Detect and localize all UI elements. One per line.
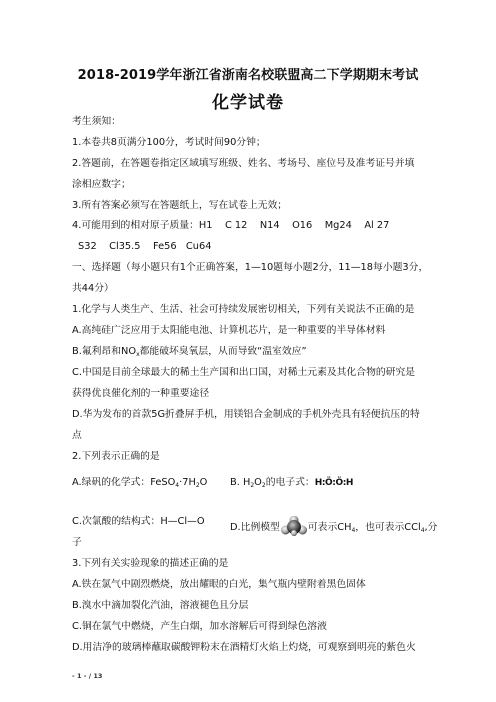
q1-option-a: A.高纯硅广泛应用于太阳能电池、计算机芯片，是一种重要的半导体材料 xyxy=(72,325,386,336)
document-subtitle: 化学试卷 xyxy=(212,93,284,113)
q1-option-c: C.中国是目前全球最大的稀土生产国和出口国，对稀土元素及其化合物的研究是 xyxy=(72,367,416,378)
q1-option-d-cont: 点 xyxy=(72,430,82,441)
notice-item-2: 2.答题前，在答题卷指定区域填写班级、姓名、考场号、座位号及准考证号并填 xyxy=(72,158,415,169)
space-filling-model-icon xyxy=(281,516,307,536)
q2-option-b: B. $H_2O_2$的电子式：H:Ö:Ö:H xyxy=(230,477,354,489)
notice-item-3: 3.所有答案必须写在答题纸上，写在试卷上无效； xyxy=(72,200,288,211)
notice-heading: 考生须知： xyxy=(72,116,121,127)
q3-stem: 3.下列有关实验现象的描述正确的是 xyxy=(72,558,229,569)
document-title: 2018-2019学年浙江省浙南名校联盟高二下学期期末考试 xyxy=(77,68,419,83)
section-heading-cont: 共44分） xyxy=(72,283,114,294)
q2-option-c: C.次氯酸的结构式：H—Cl—O xyxy=(72,516,205,527)
notice-item-1: 1.本卷共8页满分100分，考试时间90分钟； xyxy=(72,137,266,148)
q2-option-d-cont: 子 xyxy=(72,537,82,548)
q1-option-c-cont: 获得优良催化剂的一种重要途径 xyxy=(72,388,210,399)
page-number: - 1 - / 13 xyxy=(72,672,103,680)
q3-option-b: B.溴水中滴加裂化汽油，溶液褪色且分层 xyxy=(72,600,249,611)
q1-option-d: D.华为发布的首款5G折叠屏手机，用镁铝合金制成的手机外壳具有轻便抗压的特 xyxy=(72,409,420,420)
q3-option-d: D.用洁净的玻璃棒蘸取碳酸钾粉末在酒精灯火焰上灼烧，可观察到明亮的紫色火 xyxy=(72,642,416,653)
q1-stem: 1.化学与人类生产、生活、社会可持续发展密切相关，下列有关说法不正确的是 xyxy=(72,304,415,315)
q2-option-a: A.绿矾的化学式：$FeSO_4\cdot 7H_2O$ xyxy=(72,477,208,489)
notice-item-2-cont: 涂相应数字； xyxy=(72,179,131,190)
q1-option-b: B.氟利昂和$NO_x$都能破坏臭氧层，从而导致“温室效应” xyxy=(72,346,307,358)
q3-option-c: C.铜在氯气中燃烧，产生白烟，加水溶解后可得到绿色溶液 xyxy=(72,621,327,632)
section-heading: 一、选择题（每小题只有1个正确答案，1—10题每小题2分，11—18每小题3分， xyxy=(72,262,429,273)
notice-item-4-cont: S32 Cl35.5 Fe56 Cu64 xyxy=(78,241,212,252)
notice-item-4: 4.可能用到的相对原子质量：H1 C 12 N14 O16 Mg24 Al 27 xyxy=(72,220,390,231)
electron-formula: H:Ö:Ö:H xyxy=(314,478,354,488)
q3-option-a: A.铁在氯气中剧烈燃烧，放出耀眼的白光，集气瓶内壁附着黑色固体 xyxy=(72,579,366,590)
q2-option-d: D.比例模型 可表示$CH_4$，也可表示CCl$_4$,分 xyxy=(230,516,430,537)
q2-stem: 2.下列表示正确的是 xyxy=(72,451,160,462)
